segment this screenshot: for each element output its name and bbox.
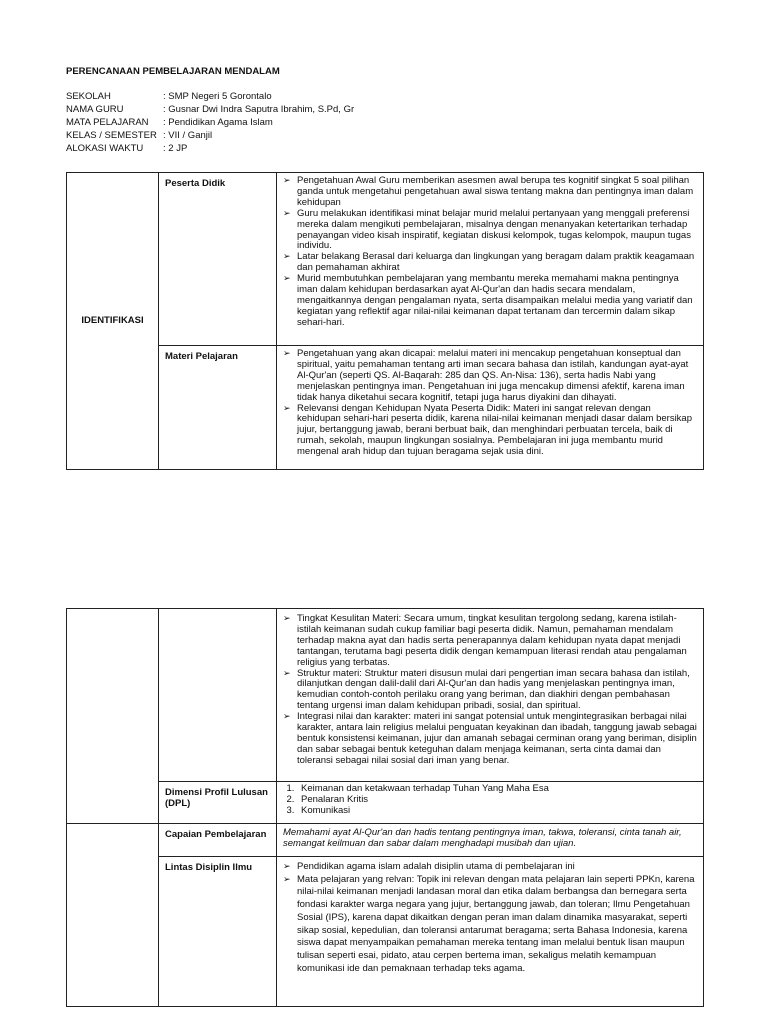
empty-cell xyxy=(159,609,277,782)
table-row xyxy=(67,824,704,857)
info-key: MATA PELAJARAN xyxy=(66,117,149,128)
table-row xyxy=(67,782,704,824)
info-key: SEKOLAH xyxy=(66,91,111,102)
info-key: ALOKASI WAKTU xyxy=(66,143,144,154)
label-materi-pelajaran: Materi Pelajaran xyxy=(159,346,277,470)
info-row-alokasi-waktu xyxy=(66,144,354,157)
label-dpl: Dimensi Profil Lulusan (DPL) xyxy=(159,782,277,824)
list-item: ➢ Struktur materi: Struktur materi disusun mulai dari pengertian iman secara bahasa dan istilah, dilanjutkan dengan dalil-dalil dari Al-Qur'an dan hadis yang menjelaskan pentingnya iman, kemudian contoh-contoh perilaku orang yang beriman, dan diakhiri dengan pembahasan tentang urgensi iman dalam kehidupan pribadi, sosial, dan spiritual. xyxy=(283,669,697,713)
materi-lanjutan-content xyxy=(277,609,704,782)
document-title: PERENCANAAN PEMBELAJARAN MENDALAM xyxy=(66,66,280,77)
table-row xyxy=(67,173,704,346)
capaian-content xyxy=(277,824,704,857)
list-item: ➢ Pengetahuan yang akan dicapai: melalui materi ini mencakup pengetahuan konseptual dan spiritual, yaitu pemahaman tentang arti iman secara bahasa dan istilah, kandungan ayat-ayat Al-Qur'an (seperti QS. Al-Baqarah: 285 dan QS. An-Nisa: 136), serta hadis Nabi yang menjelaskan pentingnya iman. Pengetahuan ini juga mencakup dimensi afektif, karena iman tidak hanya diketahui secara kognitif, tetapi juga harus diyakini dan dihayati. xyxy=(283,349,697,404)
table-row xyxy=(67,609,704,782)
list-item: 3. Komunikasi xyxy=(297,806,697,817)
list-item: ➢ Tingkat Kesulitan Materi: Secara umum, tingkat kesulitan tergolong sedang, karena istilah-istilah keimanan sudah cukup familiar bagi peserta didik. Namun, pemahaman mendalam terhadap makna ayat dan hadis serta penerapannya dalam kehidupan nyata dapat menjadi tantangan, terutama bagi peserta didik dengan kemampuan literasi rendah atau pengalaman religius yang terbatas. xyxy=(283,614,697,669)
lintas-content xyxy=(277,857,704,1007)
list-item: 1. Keimanan dan ketakwaan terhadap Tuhan Yang Maha Esa xyxy=(297,784,697,795)
info-value: : Gusnar Dwi Indra Saputra Ibrahim, S.Pd, Gr xyxy=(163,104,355,115)
dpl-content xyxy=(277,782,704,824)
peserta-didik-content xyxy=(277,173,704,346)
list-item: 2. Penalaran Kritis xyxy=(297,795,697,806)
info-value: : 2 JP xyxy=(163,143,188,154)
list-item: ➢ Integrasi nilai dan karakter: materi ini sangat potensial untuk mengintegrasikan berbagai nilai karakter, antara lain religius melalui penguatan keyakinan dan ibadah, tanggung jawab sebagai bentuk konsistensi keimanan, jujur dan amanah sebagai cerminan orang yang beriman, disiplin dan sabar sebagai bentuk keteguhan dalam menjaga keimanan, serta cinta damai dan toleransi sebagai nilai sosial dari iman yang benar. xyxy=(283,712,697,767)
identifikasi-table-continued xyxy=(66,608,704,1007)
header-info xyxy=(66,92,354,157)
info-value: : VII / Ganjil xyxy=(163,130,213,141)
list-item: ➢ Mata pelajaran yang relvan: Topik ini relevan dengan mata pelajaran lain seperti PPKn, karena nilai-nilai keimanan menjadi landasan moral dan etika dalam berbangsa dan bernegara serta fondasi karakter warga negara yang jujur, bertanggung jawab, dan toleran; Ilmu Pengetahuan Sosial (IPS), karena dapat dikaitkan dengan peran iman dalam dinamika masyarakat, seperti sikap sosial, kepedulian, dan toleransi antarumat beragama; serta Bahasa Indonesia, karena siswa dapat menyampaikan pemahaman mereka tentang iman melalui bentuk lisan maupun tulisan seperti esai, pidato, atau cerpen bertema iman, sekaligus melatih kemampuan komunikasi ide dan pemaknaan terhadap teks agama. xyxy=(283,874,697,976)
label-lintas-disiplin: Lintas Disiplin Ilmu xyxy=(159,857,277,1007)
list-item: ➢ Pengetahuan Awal Guru memberikan asesmen awal berupa tes kognitif singkat 5 soal pilihan ganda untuk mengetahui pengetahuan awal siswa tentang makna dan pentingnya iman dalam kehidupan xyxy=(283,176,697,209)
materi-content xyxy=(277,346,704,470)
label-peserta-didik: Peserta Didik xyxy=(159,173,277,346)
info-key: KELAS / SEMESTER xyxy=(66,130,157,141)
section-label: IDENTIFIKASI xyxy=(67,173,159,470)
list-item: ➢ Guru melakukan identifikasi minat belajar murid melalui pertanyaan yang menggali preferensi mereka dalam mengikuti pembelajaran, misalnya dengan menanyakan ketertarikan terhadap penayangan video kisah inspiratif, kegiatan diskusi kelompok, tugas kelompok, maupun tugas individu. xyxy=(283,209,697,253)
list-item: ➢ Murid membutuhkan pembelajaran yang membantu mereka memahami makna pentingnya iman dalam kehidupan berdasarkan ayat Al-Qur'an dan hadis secara mendalam, mengaitkannya dengan pengalaman nyata, serta disampaikan melalui media yang variatif dan kegiatan yang reflektif agar nilai-nilai keimanan dapat tertanam dan tercermin dalam sikap sehari-hari. xyxy=(283,274,697,329)
empty-cell xyxy=(67,824,159,1007)
label-capaian-pembelajaran: Capaian Pembelajaran xyxy=(159,824,277,857)
table-row xyxy=(67,346,704,470)
info-key: NAMA GURU xyxy=(66,104,124,115)
list-item: ➢ Latar belakang Berasal dari keluarga dan lingkungan yang beragam dalam praktik keagamaan dan pemahaman akhirat xyxy=(283,252,697,274)
capaian-text: Memahami ayat Al-Qur'an dan hadis tentang pentingnya iman, takwa, toleransi, cinta tanah air, semangat keilmuan dan sabar dalam menghadapi musibah dan ujian. xyxy=(283,827,682,849)
info-value: : SMP Negeri 5 Gorontalo xyxy=(163,91,272,102)
info-value: : Pendidikan Agama Islam xyxy=(163,117,273,128)
list-item: ➢ Relevansi dengan Kehidupan Nyata Peserta Didik: Materi ini sangat relevan dengan kehidupan sehari-hari peserta didik, karena nilai-nilai keimanan menjadi dasar dalam bersikap jujur, bertanggung jawab, berani berbuat baik, dan menghindari perbuatan tercela, baik di rumah, sekolah, maupun lingkungan sosialnya. Pembelajaran ini juga membantu murid mengenal arah hidup dan tujuan beragama sejak usia dini. xyxy=(283,404,697,459)
identifikasi-table xyxy=(66,172,704,470)
list-item: ➢ Pendidikan agama islam adalah disiplin utama di pembelajaran ini xyxy=(283,861,697,874)
empty-cell xyxy=(67,609,159,824)
table-row xyxy=(67,857,704,1007)
